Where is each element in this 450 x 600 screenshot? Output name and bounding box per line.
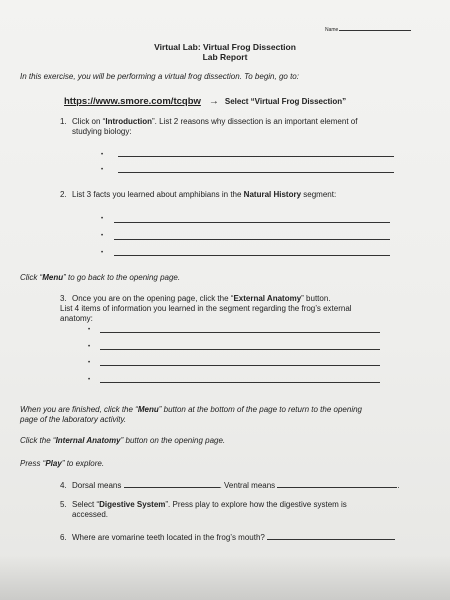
answer-line[interactable]: [100, 365, 380, 366]
dorsal-answer-blank[interactable]: [124, 479, 220, 488]
name-label: Name: [325, 27, 339, 33]
internal-anatomy-note: Click the “Internal Anatomy” button on the opening page.: [20, 436, 226, 445]
intro-text: In this exercise, you will be performing a virtual frog dissection. To begin, go to:: [20, 72, 299, 81]
bullet: •: [101, 167, 104, 173]
bullet: •: [101, 250, 104, 256]
answer-line[interactable]: [100, 332, 380, 333]
bullet: •: [88, 377, 91, 383]
question-1-line-2: studying biology:: [72, 127, 132, 136]
select-instruction: Select “Virtual Frog Dissection”: [224, 97, 347, 106]
answer-line[interactable]: [100, 382, 380, 383]
question-6: 6. Where are vomarine teeth located in the frog’s mouth?: [60, 531, 395, 543]
question-5: 5. Select “Digestive System”. Press play to explore how the digestive system is: [60, 500, 347, 509]
bullet: •: [101, 152, 104, 158]
title-line-1: Virtual Lab: Virtual Frog Dissection: [154, 42, 296, 52]
bullet: •: [88, 327, 91, 333]
question-2: 2. List 3 facts you learned about amphibians in the Natural History segment:: [60, 190, 337, 199]
arrow-right-icon: →: [208, 96, 219, 107]
answer-line[interactable]: [100, 349, 380, 350]
question-1: 1. Click on “Introduction”. List 2 reasons why dissection is an important element of: [60, 117, 358, 126]
question-4: 4. Dorsal means . Ventral means .: [60, 481, 400, 490]
name-field: [325, 25, 411, 35]
answer-line[interactable]: [118, 156, 394, 157]
bullet: •: [101, 233, 104, 239]
finish-note: When you are finished, click the “Menu” button at the bottom of the page to return to the opening: [20, 405, 362, 414]
question-5-line-2: accessed.: [72, 510, 109, 519]
finish-note-line-2: page of the laboratory activity.: [20, 415, 127, 424]
title-line-2: Lab Report: [202, 52, 248, 62]
bullet: •: [101, 216, 104, 222]
name-blank-line: [339, 30, 411, 31]
vomarine-teeth-answer-blank[interactable]: [267, 531, 395, 540]
answer-line[interactable]: [114, 239, 390, 240]
ventral-answer-blank[interactable]: [277, 479, 397, 488]
answer-line[interactable]: [114, 255, 390, 256]
answer-line[interactable]: [114, 222, 390, 223]
question-3-line-3: anatomy:: [60, 314, 93, 323]
bullet: •: [88, 344, 91, 350]
page-shadow: [0, 555, 450, 600]
question-3-line-2: List 4 items of information you learned in the segment regarding the frog’s external: [60, 304, 352, 313]
dissection-url-link[interactable]: https://www.smore.com/tcqbw: [64, 96, 201, 107]
url-row: [64, 97, 346, 107]
answer-line[interactable]: [118, 172, 394, 173]
bullet: •: [88, 360, 91, 366]
question-3: 3. Once you are on the opening page, click the “External Anatomy” button.: [60, 294, 331, 303]
play-note: Press “Play” to explore.: [20, 459, 105, 468]
menu-note: Click “Menu” to go back to the opening page.: [20, 273, 181, 282]
